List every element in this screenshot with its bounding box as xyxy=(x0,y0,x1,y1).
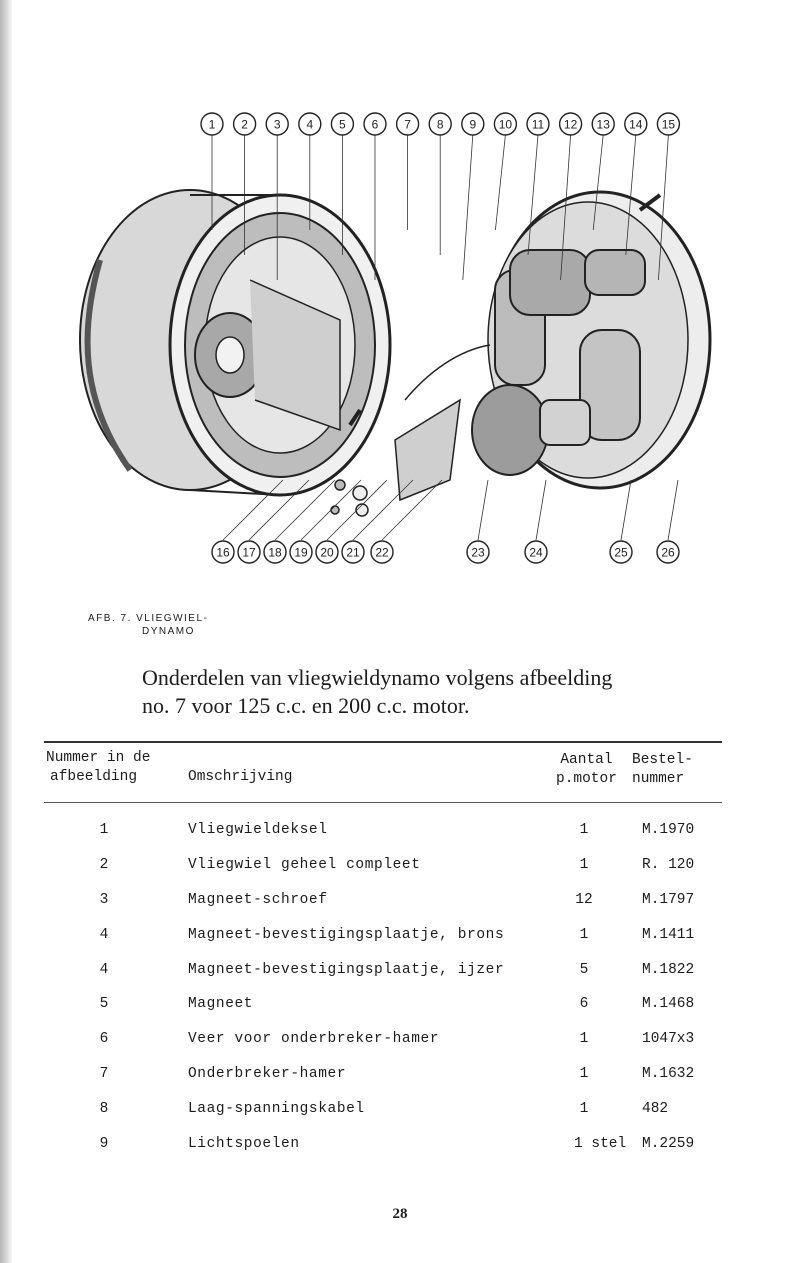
svg-text:21: 21 xyxy=(346,545,360,560)
svg-text:1: 1 xyxy=(208,117,216,132)
header-qty xyxy=(556,751,617,789)
table-top-rule xyxy=(44,741,722,743)
table-row xyxy=(44,892,722,916)
callout-17 xyxy=(238,541,260,563)
heading-line2: no. 7 voor 125 c.c. en 200 c.c. motor. xyxy=(142,693,470,718)
callout-1 xyxy=(201,113,223,135)
callout-11 xyxy=(527,113,549,135)
callout-leader-line xyxy=(495,135,505,230)
callout-leader-line xyxy=(621,480,631,540)
cell-qty: 6 xyxy=(579,996,589,1012)
callout-3 xyxy=(266,113,288,135)
cell-order: 1047x3 xyxy=(642,1031,695,1047)
svg-text:24: 24 xyxy=(529,545,543,560)
exploded-view-drawing xyxy=(40,100,760,580)
cell-description: Magneet-bevestigingsplaatje, brons xyxy=(188,927,505,943)
svg-text:15: 15 xyxy=(661,117,676,132)
header-number-line2: afbeelding xyxy=(50,769,138,785)
svg-text:12: 12 xyxy=(563,117,578,132)
cell-order: M.1970 xyxy=(642,822,695,838)
callout-2 xyxy=(234,113,256,135)
cell-description: Magneet-schroef xyxy=(188,892,328,908)
cell-number: 5 xyxy=(99,996,109,1012)
header-number-line1: Nummer in de xyxy=(46,750,151,766)
callout-6 xyxy=(364,113,386,135)
page-number: 28 xyxy=(392,1206,408,1222)
svg-text:11: 11 xyxy=(531,117,545,132)
callout-26 xyxy=(657,541,679,563)
svg-text:5: 5 xyxy=(339,117,346,132)
svg-text:26: 26 xyxy=(661,545,675,560)
figure-caption-line2: DYNAMO xyxy=(142,626,195,637)
callout-22 xyxy=(371,541,393,563)
callout-9 xyxy=(462,113,484,135)
table-row xyxy=(44,996,722,1020)
cell-description: Magneet-bevestigingsplaatje, ijzer xyxy=(188,962,505,978)
callout-7 xyxy=(397,113,419,135)
table-row xyxy=(44,1066,722,1090)
cell-description: Vliegwiel geheel compleet xyxy=(188,857,421,873)
page-edge-shadow xyxy=(0,0,12,1263)
table-row xyxy=(44,962,722,986)
cell-order: M.1411 xyxy=(642,927,695,943)
table-row xyxy=(44,1031,722,1055)
cell-order: M.1468 xyxy=(642,996,695,1012)
header-order-line2: nummer xyxy=(632,771,685,787)
svg-text:25: 25 xyxy=(614,545,628,560)
cell-order: 482 xyxy=(642,1101,669,1117)
cell-description: Magneet xyxy=(188,996,254,1012)
svg-text:19: 19 xyxy=(294,545,308,560)
callout-12 xyxy=(560,113,582,135)
cell-description: Onderbreker-hamer xyxy=(188,1066,347,1082)
svg-text:10: 10 xyxy=(498,117,513,132)
svg-text:20: 20 xyxy=(320,545,334,560)
table-row xyxy=(44,822,722,846)
callout-23 xyxy=(467,541,489,563)
cell-qty: 1 xyxy=(579,1101,589,1117)
cell-qty: 1 stel xyxy=(574,1136,627,1152)
svg-text:23: 23 xyxy=(471,545,485,560)
callout-16 xyxy=(212,541,234,563)
flywheel-drawing xyxy=(80,190,390,495)
cell-number: 4 xyxy=(99,962,109,978)
cell-description: Veer voor onderbreker-hamer xyxy=(188,1031,440,1047)
cell-number: 9 xyxy=(99,1136,109,1152)
callout-14 xyxy=(625,113,647,135)
figure-caption-line1: AFB. 7. VLIEGWIEL- xyxy=(88,613,209,624)
figure-caption xyxy=(88,612,208,638)
cell-number: 8 xyxy=(99,1101,109,1117)
table-header-rule xyxy=(44,802,722,803)
callout-21 xyxy=(342,541,364,563)
header-order xyxy=(632,751,693,789)
callout-leader-line xyxy=(478,480,488,540)
callout-leader-line xyxy=(536,480,546,540)
cell-qty: 1 xyxy=(579,1031,589,1047)
callout-15 xyxy=(657,113,679,135)
cell-number: 2 xyxy=(99,857,109,873)
cell-description: Lichtspoelen xyxy=(188,1136,300,1152)
cell-qty: 1 xyxy=(579,1066,589,1082)
cell-order: M.2259 xyxy=(642,1136,695,1152)
callout-8 xyxy=(429,113,451,135)
cell-number: 6 xyxy=(99,1031,109,1047)
svg-text:17: 17 xyxy=(242,545,256,560)
cell-description: Laag-spanningskabel xyxy=(188,1101,365,1117)
callout-10 xyxy=(494,113,516,135)
dynamo-illustration xyxy=(40,100,760,637)
svg-text:14: 14 xyxy=(629,117,643,132)
svg-text:8: 8 xyxy=(436,117,444,132)
cell-order: M.1797 xyxy=(642,892,695,908)
heading-line1: Onderdelen van vliegwieldynamo volgens afbeelding xyxy=(142,665,613,690)
cell-number: 3 xyxy=(99,892,109,908)
callout-4 xyxy=(299,113,321,135)
cell-number: 7 xyxy=(99,1066,109,1082)
cell-qty: 5 xyxy=(579,962,589,978)
cell-qty: 1 xyxy=(579,822,589,838)
cell-number: 4 xyxy=(99,927,109,943)
svg-text:3: 3 xyxy=(273,117,281,132)
callout-leader-line xyxy=(668,480,678,540)
svg-text:6: 6 xyxy=(371,117,379,132)
parts-list-heading xyxy=(142,664,702,720)
svg-text:2: 2 xyxy=(241,117,248,132)
svg-text:16: 16 xyxy=(216,545,230,560)
callout-19 xyxy=(290,541,312,563)
cell-number: 1 xyxy=(99,822,109,838)
table-row xyxy=(44,1101,722,1125)
cell-order: R. 120 xyxy=(642,857,695,873)
callout-5 xyxy=(331,113,353,135)
header-number xyxy=(46,749,150,787)
callout-leader-line xyxy=(463,135,473,280)
svg-text:4: 4 xyxy=(306,117,314,132)
svg-text:9: 9 xyxy=(469,117,477,132)
table-row xyxy=(44,857,722,881)
header-order-line1: Bestel- xyxy=(632,752,693,768)
header-qty-line2: p.motor xyxy=(556,771,617,787)
cell-description: Vliegwieldeksel xyxy=(188,822,328,838)
callout-18 xyxy=(264,541,286,563)
svg-text:13: 13 xyxy=(596,117,610,132)
callout-25 xyxy=(610,541,632,563)
table-row xyxy=(44,1136,722,1160)
cell-qty: 1 xyxy=(579,927,589,943)
svg-text:18: 18 xyxy=(268,545,282,560)
header-qty-line1: Aantal xyxy=(560,752,613,768)
callout-13 xyxy=(592,113,614,135)
header-description: Omschrijving xyxy=(188,769,293,785)
cell-qty: 1 xyxy=(579,857,589,873)
svg-text:7: 7 xyxy=(404,117,411,132)
cell-qty: 12 xyxy=(575,892,593,908)
callout-24 xyxy=(525,541,547,563)
cell-order: M.1632 xyxy=(642,1066,695,1082)
cell-order: M.1822 xyxy=(642,962,695,978)
callout-20 xyxy=(316,541,338,563)
svg-text:22: 22 xyxy=(375,545,389,560)
table-row xyxy=(44,927,722,951)
